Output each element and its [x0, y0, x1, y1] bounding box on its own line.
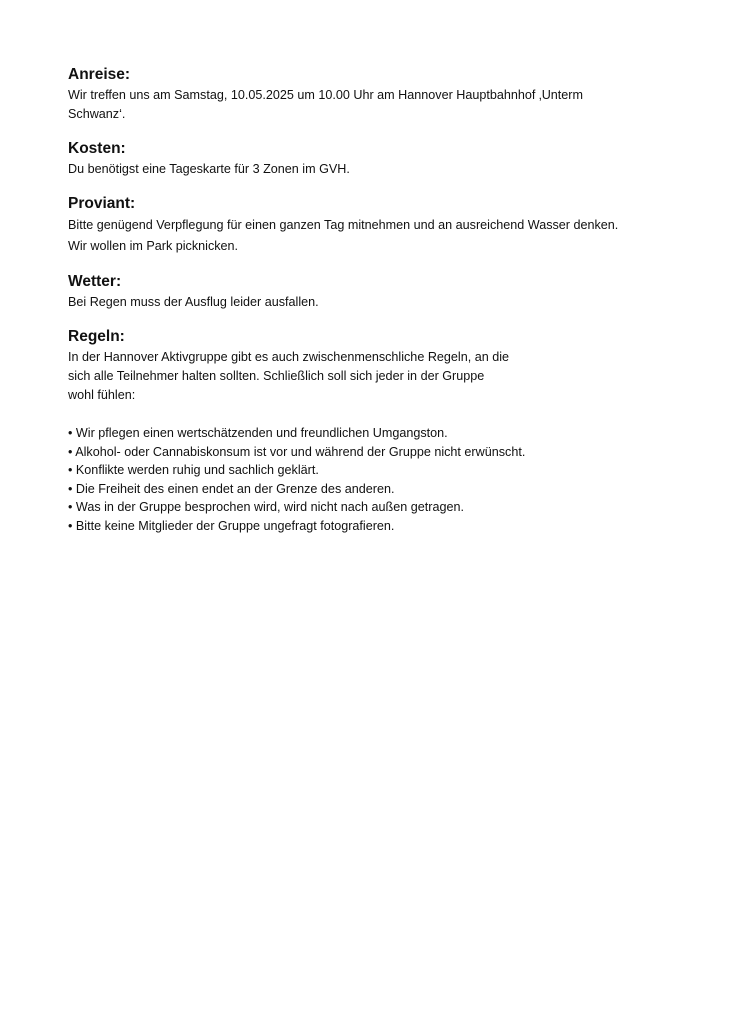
kosten-line-1: Du benötigst eine Tageskarte für 3 Zonen im GVH. [68, 162, 350, 176]
section-anreise [68, 66, 688, 124]
rule-item: • Die Freiheit des einen endet an der Grenze des anderen. [68, 481, 395, 496]
proviant-line-2: Wir wollen im Park picknicken. [68, 239, 239, 253]
anreise-line-2: Schwanz‘. [68, 107, 126, 121]
rule-item: • Konflikte werden ruhig und sachlich geklärt. [68, 463, 319, 478]
section-wetter [68, 273, 688, 312]
section-kosten [68, 140, 688, 179]
heading-anreise: Anreise: [68, 66, 131, 83]
rule-item: • Was in der Gruppe besprochen wird, wird nicht nach außen getragen. [68, 500, 464, 515]
wetter-text [68, 293, 688, 312]
proviant-text [68, 215, 688, 257]
rule-item: • Bitte keine Mitglieder der Gruppe ungefragt fotografieren. [68, 518, 395, 533]
anreise-line-1: Wir treffen uns am Samstag, 10.05.2025 um 10.00 Uhr am Hannover Hauptbahnhof ‚Unterm [68, 88, 583, 102]
anreise-text [68, 86, 688, 124]
regeln-line-1: In der Hannover Aktivgruppe gibt es auch zwischenmenschliche Regeln, an die [68, 350, 510, 364]
heading-kosten: Kosten: [68, 140, 126, 157]
rule-item: • Wir pflegen einen wertschätzenden und freundlichen Umgangston. [68, 426, 448, 440]
heading-wetter: Wetter: [68, 273, 122, 290]
rule-item: • Alkohol- oder Cannabiskonsum ist vor und während der Gruppe nicht erwünscht. [68, 444, 526, 459]
kosten-text [68, 160, 688, 179]
section-proviant [68, 195, 688, 257]
heading-regeln: Regeln: [68, 328, 125, 345]
wetter-line-1: Bei Regen muss der Ausflug leider ausfallen. [68, 295, 319, 309]
regeln-line-2: sich alle Teilnehmer halten sollten. Schließlich soll sich jeder in der Gruppe [68, 369, 485, 383]
document-page [68, 66, 688, 552]
proviant-line-1: Bitte genügend Verpflegung für einen ganzen Tag mitnehmen und an ausreichend Wasser denken. [68, 218, 619, 232]
regeln-line-3: wohl fühlen: [68, 388, 136, 402]
rules-list [68, 424, 688, 536]
heading-proviant: Proviant: [68, 195, 136, 212]
section-regeln [68, 328, 688, 536]
regeln-intro [68, 348, 548, 405]
